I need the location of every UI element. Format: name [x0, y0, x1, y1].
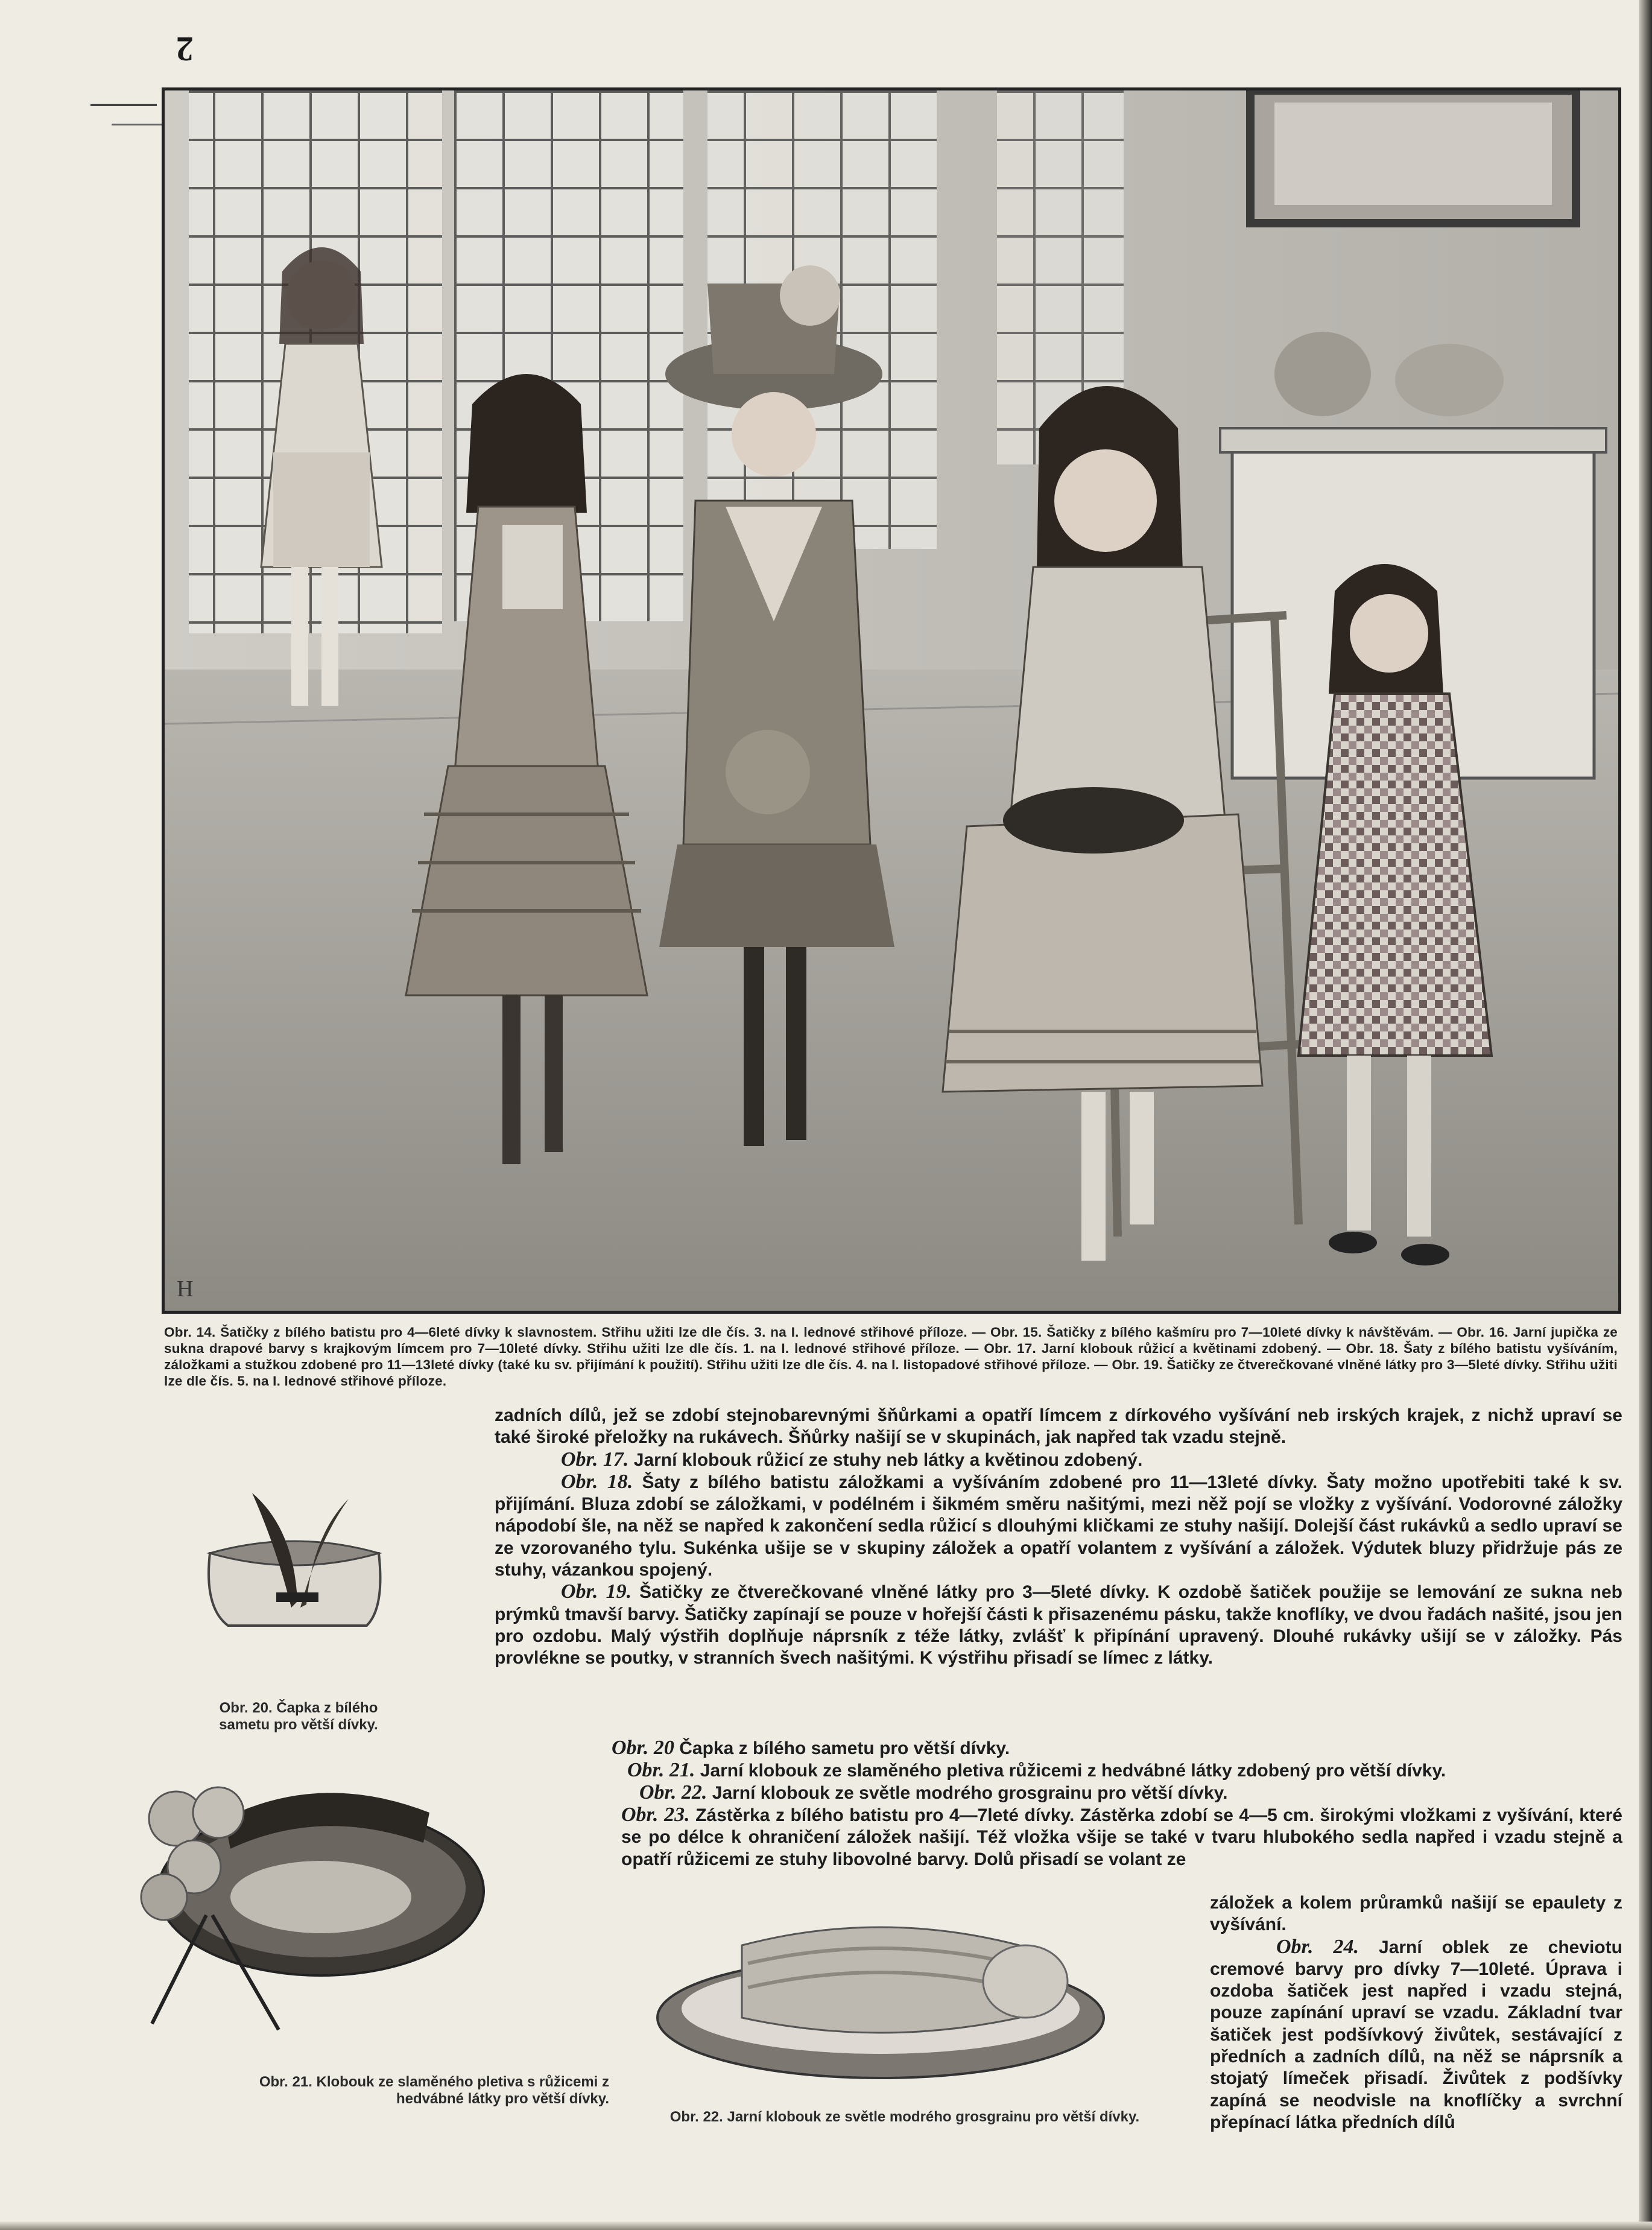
margin-mark — [90, 104, 157, 106]
page-number: 2 — [176, 30, 194, 69]
figure-ref-23: Obr. 23. — [621, 1804, 690, 1826]
figure-22-caption: Obr. 22. Jarní klobouk ze světle modrého grosgrainu pro větší dívky. — [669, 2109, 1140, 2125]
paragraph-obr21 — [627, 1760, 1622, 1782]
figure-ref-19: Obr. 19. — [561, 1580, 632, 1603]
figure-22-text: Jarní klobouk ze světle modrého grosgrainu pro větší dívky. — [712, 1783, 1228, 1803]
figure-ref-22: Obr. 22. — [639, 1781, 707, 1804]
paragraph: zadních dílů, jež se zdobí stejnobarevnými šňůrkami a opatří límcem z dírkového vyšívání neb irských krajek, z nichž upraví se také široké přeložky na rukávech. Šňůrky našijí se v skupinách, jak napřed tak vzadu stejně. — [495, 1405, 1622, 1448]
paragraph-obr17 — [495, 1449, 1622, 1471]
figure-20-cap-illustration — [192, 1475, 397, 1656]
plate-drawing — [165, 90, 1618, 1311]
figure-ref-24: Obr. 24. — [1276, 1935, 1359, 1958]
right-column-text — [1210, 1892, 1622, 2133]
paragraph-obr20 — [612, 1737, 1622, 1760]
paragraph-obr18 — [495, 1471, 1622, 1581]
paragraph-obr22 — [639, 1782, 1622, 1804]
margin-mark — [112, 124, 169, 125]
figure-18-text: Šaty z bílého batistu záložkami a vyšíváním zdobené pro 11—13leté dívky. Šaty možno upotřebiti také k sv. přijímání. Bluza zdobí se záložkami, v podélném i šikmém směru našitými, mezi něž pojí se vložky z vyšívání. Vodorovné záložky nápodobí šle, na něž se napřed k zakončení sedla růžicí s dlouhými kličkami ze stuhy našijí. Dolejší část rukávků a sedlo upraví se ze vzorovaného tylu. Sukénka ušije se v skupiny záložek a opatří volantem z vyšívání a záložek. Výdutek bluzy přidržuje pás ze stuhy, vázankou spojený. — [495, 1472, 1622, 1580]
figure-21-text: Jarní klobouk ze slaměného pletiva růžicemi z hedvábné látky zdobený pro větší dívky. — [700, 1761, 1446, 1781]
figure-23-continuation: záložek a kolem průramků našijí se epaulety z vyšívání. — [1210, 1893, 1622, 1935]
paragraph-obr19 — [495, 1581, 1622, 1669]
artist-monogram: H — [177, 1276, 194, 1302]
figure-21-caption: Obr. 21. Klobouk ze slaměného pletiva s růžicemi z hedvábné látky pro větší dívky. — [259, 2074, 609, 2107]
figure-20-caption: Obr. 20. Čapka z bílého sametu pro větší dívky. — [219, 1700, 378, 1733]
figure-22-hat-illustration — [651, 1897, 1110, 2090]
figure-ref-20: Obr. 20 — [612, 1737, 674, 1759]
figure-ref-21: Obr. 21. — [627, 1759, 695, 1781]
figure-21-hat-illustration — [128, 1746, 490, 2060]
figure-ref-18: Obr. 18. — [561, 1470, 633, 1493]
paragraph-obr23 — [621, 1804, 1622, 1870]
fashion-plate-illustration — [162, 87, 1621, 1314]
figure-23-text: Zástěrka z bílého batistu pro 4—7leté dívky. Zástěrka zdobí se 4—5 cm. širokými vložkami z vyšívání, které se po délce k ohraničení záložek našijí. Též vložka všije se také v tvaru hlubokého sedla napřed i vzadu stejně a opatří růžicemi ze stuhy libovolné barvy. Dolů přisadí se volant ze — [621, 1805, 1622, 1869]
figure-24-text: Jarní oblek ze cheviotu cremové barvy pro dívky 7—10leté. Úprava i ozdoba šatiček jest napřed i vzadu stejná, pouze zapínání upraví se vzadu. Základní tvar šatiček jest podšívkový živůtek, sestávající z předních a zadních dílů, na něž se náprsník a stojatý límeček přisadí. Živůtek z podšívky zapíná se neodvisle na knoflíčky a svrchní přepínací látka předních dílů — [1210, 1937, 1622, 2132]
figure-19-text: Šatičky ze čtverečkované vlněné látky pro 3—5leté dívky. K ozdobě šatiček použije se lemování ze sukna neb prýmků tmavší barvy. Šatičky zapínají se pouze v hořejší části k přisazenému pásku, takže knoflíky, ve dvou řadách našité, jsou jen pro ozdobu. Malý výstřih doplňuje náprsník z téže látky, zvlášť k připínání upravený. Dlouhé rukávky ušijí se v záložky. Pás provlékne se poutky, v stranních švech našitými. K výstřihu přisadí se límec z látky. — [495, 1582, 1622, 1668]
paragraph-obr24 — [1210, 1936, 1622, 2134]
page-edge-shadow — [1639, 0, 1652, 2230]
page-bottom-shadow — [0, 2222, 1652, 2230]
plate-caption: Obr. 14. Šatičky z bílého batistu pro 4—6leté dívky k slavnostem. Střihu užiti lze dle čís. 3. na I. lednové střihové příloze. — Obr. 15. Šatičky z bílého kašmíru pro 7—10leté dívky k návštěvám. — Obr. 16. Jarní jupička ze sukna drapové barvy s krajkovým límcem pro 7—10leté dívky. Střihu užiti lze dle čís. 1. na I. lednové střihové příloze. — Obr. 17. Jarní klobouk růžicí a květinami zdobený. — Obr. 18. Šaty z bílého batistu vyšíváním, záložkami a stužkou zdobené pro 11—13leté dívky (také ku sv. přijímání k použití). Střihu užiti lze dle čís. 4. na I. listopadové střihové příloze. — Obr. 19. Šatičky ze čtverečkované vlněné látky pro 3—5leté dívky. Střihu užiti lze dle čís. 5. na I. lednové střihové příloze. — [164, 1325, 1618, 1389]
figure-20-text: Čapka z bílého sametu pro větší dívky. — [679, 1738, 1010, 1758]
figure-17-text: Jarní klobouk růžicí ze stuhy neb látky a květinou zdobený. — [633, 1449, 1143, 1470]
figure-ref-17: Obr. 17. — [561, 1448, 629, 1471]
article-text-block — [495, 1405, 1622, 1670]
